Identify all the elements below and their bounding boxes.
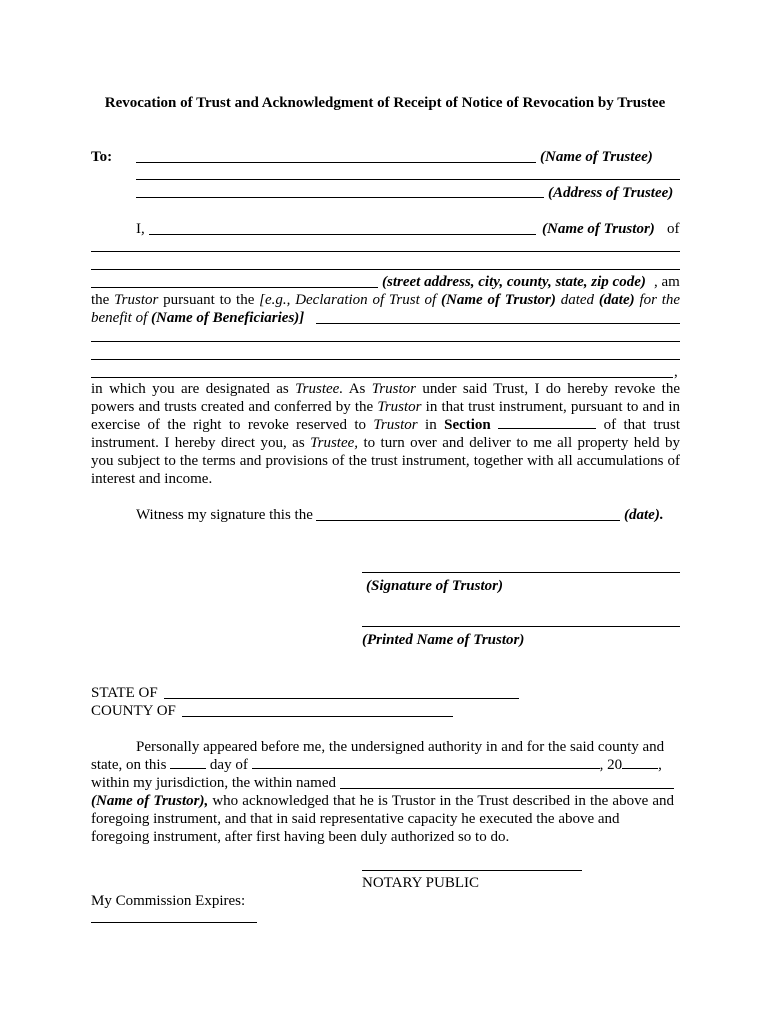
revocation-text-1c: under said Trust, I do hereby revoke the [422,381,680,397]
name-of-trustee-label: (Name of Trustee) [540,149,653,165]
revocation-text-1a: in which you are designated as [91,381,289,397]
witness-date-label: (date). [624,507,664,523]
notary-day-line[interactable] [170,756,206,769]
notary-public-label: NOTARY PUBLIC [362,875,480,891]
notary-line-1: Personally appeared before me, the undersigned authority in and for the said county and [136,739,665,755]
am-text: , am [654,274,680,290]
name-of-trustor-label: (Name of Trustor) [542,221,655,237]
notary-line-6: foregoing instrument, after first having been duly authorized so to do. [91,829,510,845]
trust-details-line-1[interactable] [91,341,680,342]
notary-state-on-this: state, on this [91,757,167,773]
revocation-line-5 [91,452,680,470]
trustor-signature-line[interactable] [362,572,680,573]
trustee-address-line-2[interactable] [136,197,544,198]
revocation-line-3 [91,416,680,434]
notary-comma: , [658,757,662,773]
revocation-paragraph [91,380,680,488]
notary-signature-line[interactable] [362,870,582,871]
trustor-address-line-2[interactable] [91,269,680,270]
within-named-line[interactable] [340,788,674,789]
document-title: Revocation of Trust and Acknowledgment of Receipt of Notice of Revocation by Trustee [104,95,666,111]
notary-name-of-trustor: (Name of Trustor), [91,793,209,809]
revocation-trustee-1: Trustee. [295,381,344,397]
county-line[interactable] [182,716,453,717]
revocation-line-6 [91,470,680,488]
notary-day-of: day of [209,757,248,773]
to-label: To: [91,149,113,165]
trustee-address-line-1[interactable] [136,179,680,180]
revocation-line-4 [91,434,680,452]
signature-of-trustor-label: (Signature of Trustor) [366,578,503,594]
revocation-line-2 [91,398,680,416]
county-of-label: COUNTY OF [91,703,176,719]
revocation-text-2b: in that trust instrument, pursuant to and in [425,399,680,415]
trust-details-line-2[interactable] [91,359,680,360]
notary-line-2 [91,756,680,774]
pursuant-for-the: for the [639,292,681,308]
trustor-address-line-3[interactable] [91,287,378,288]
pursuant-eg: [e.g., Declaration of Trust of [259,292,437,308]
trust-details-line-3[interactable] [91,377,673,378]
trustee-name-line[interactable] [136,162,536,163]
section-label: Section [444,417,491,433]
witness-date-line[interactable] [316,520,620,521]
revocation-text-6: interest and income. [91,471,213,487]
pursuant-the: the [91,292,110,308]
pursuant-trustor: Trustor [114,292,159,308]
revocation-text-1b: As [348,381,366,397]
printed-name-of-trustor-label: (Printed Name of Trustor) [362,632,525,648]
trustor-address-line-1[interactable] [91,251,680,252]
revocation-trustee-4: Trustee, [310,435,359,451]
trust-details-comma: , [674,364,678,380]
revocation-text-3c: of that trust [603,417,680,433]
pursuant-text: pursuant to the [163,292,255,308]
notary-year-line[interactable] [622,756,658,769]
i-label: I, [136,221,145,237]
printed-name-line[interactable] [362,626,680,627]
pursuant-name-trustor: (Name of Trustor) [441,292,556,308]
section-number-line[interactable] [498,416,596,429]
revocation-trustor-1: Trustor [371,381,416,397]
revocation-text-2a: powers and trusts created and conferred by the [91,399,374,415]
revocation-trustor-3: Trustor [373,417,418,433]
pursuant-dated: dated [560,292,595,308]
revocation-text-4a: instrument. I hereby direct you, as [91,435,305,451]
revocation-text-3a: exercise of the right to revoke reserved to [91,417,367,433]
notary-line-3: within my jurisdiction, the within named [91,775,336,791]
state-line[interactable] [164,698,519,699]
revocation-trustor-2: Trustor [377,399,422,415]
notary-line-4 [91,792,674,810]
beneficiaries-line[interactable] [316,323,680,324]
commission-expires-label: My Commission Expires: [91,893,246,909]
trustor-name-line[interactable] [149,234,536,235]
revocation-text-4b: to turn over and deliver to me all property held by [363,435,680,451]
notary-twenty: , 20 [599,757,623,773]
state-of-label: STATE OF [91,685,158,701]
revocation-line-1 [91,380,680,398]
benefit-of-text: benefit of [91,310,148,326]
street-address-hint: (street address, city, county, state, zip code) [382,274,646,290]
notary-line-5: foregoing instrument, and that in said representative capacity he executed the above and [91,811,620,827]
commission-expires-line[interactable] [91,922,257,923]
pursuant-line [91,291,680,309]
notary-month-line[interactable] [252,756,600,769]
revocation-text-5: you subject to the terms and provisions of the trust instrument, together with all accumulations of [91,453,680,469]
beneficiaries-label: (Name of Beneficiaries)] [151,310,305,326]
of-text: of [667,221,680,237]
address-of-trustee-label: (Address of Trustee) [548,185,674,201]
revocation-text-3b: in [425,417,437,433]
benefit-line [91,309,304,327]
pursuant-date: (date) [598,292,635,308]
witness-text: Witness my signature this the [136,507,313,523]
notary-acknowledged-text: who acknowledged that he is Trustor in the Trust described in the above and [212,793,674,809]
